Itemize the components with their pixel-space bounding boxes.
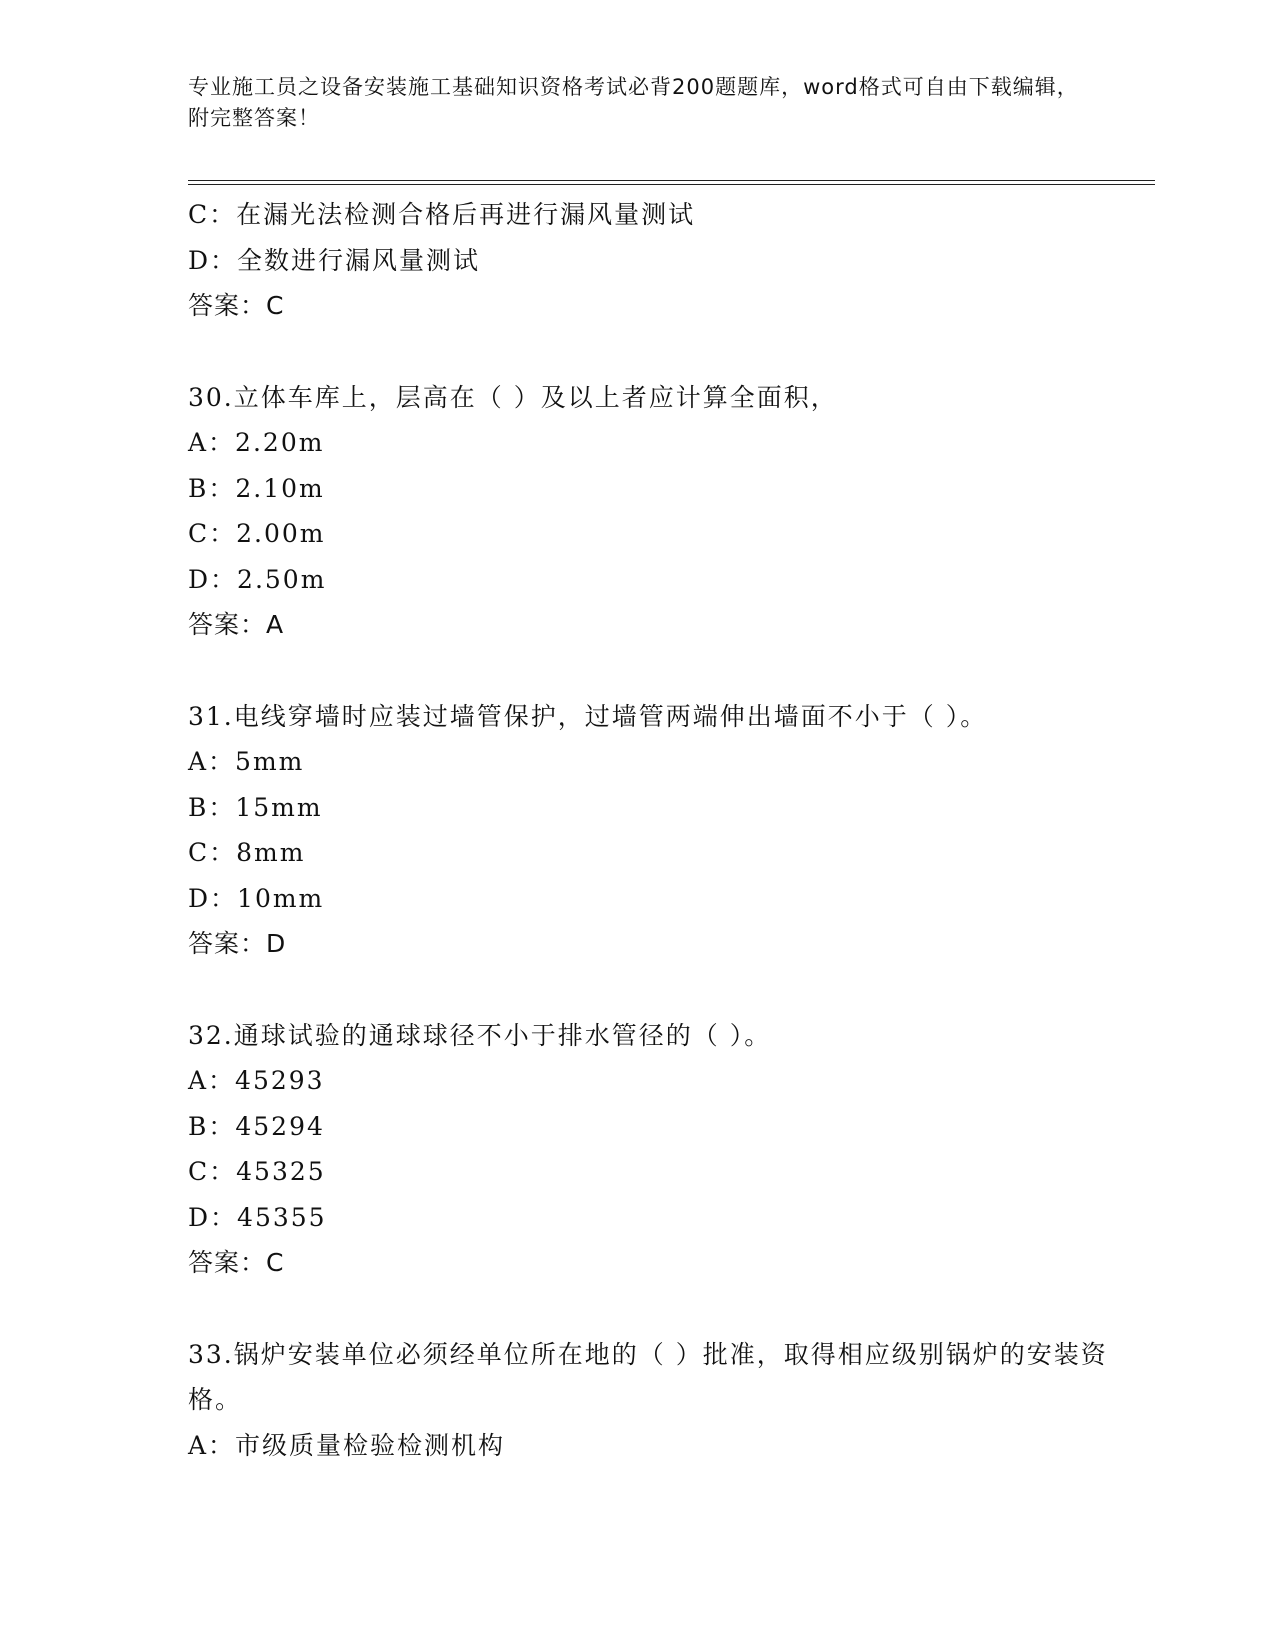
option-d: D：10mm [188, 883, 325, 913]
option-d: D：全数进行漏风量测试 [188, 245, 481, 275]
option-a: A：5mm [188, 747, 305, 776]
answer-line: 答案：C [188, 1248, 285, 1277]
question-title: 33.锅炉安装单位必须经单位所在地的（ ）批准，取得相应级别锅炉的安装资格。 [188, 1339, 1108, 1414]
option-c: C：2.00m [188, 519, 326, 548]
question-content [188, 192, 1118, 1468]
question-fragment [188, 192, 1118, 329]
option-b: B：15mm [188, 792, 323, 822]
option-b: B：2.10m [188, 473, 325, 503]
option-a: A：市级质量检验检测机构 [188, 1430, 506, 1460]
option-c: C：8mm [188, 838, 306, 867]
answer-line: 答案：A [188, 610, 285, 639]
option-d: D：45355 [188, 1202, 327, 1232]
answer-line: 答案：C [188, 291, 285, 320]
question-title: 30.立体车库上，层高在（ ）及以上者应计算全面积， [188, 382, 838, 412]
option-c: C：在漏光法检测合格后再进行漏风量测试 [188, 200, 696, 229]
question-title: 32.通球试验的通球球径不小于排水管径的（ ）。 [188, 1020, 772, 1050]
question-title: 31.电线穿墙时应装过墙管保护，过墙管两端伸出墙面不小于（ ）。 [188, 701, 988, 731]
option-a: A：45293 [188, 1066, 325, 1095]
option-a: A：2.20m [188, 428, 325, 457]
answer-line: 答案：D [188, 929, 287, 958]
question-32 [188, 1013, 1118, 1286]
question-30 [188, 375, 1118, 648]
option-c: C：45325 [188, 1157, 326, 1186]
option-b: B：45294 [188, 1111, 325, 1141]
document-header: 专业施工员之设备安装施工基础知识资格考试必背200题题库，word格式可自由下载编辑，附完整答案！ [188, 75, 1079, 130]
question-33 [188, 1332, 1118, 1469]
question-31 [188, 694, 1118, 967]
header-divider [188, 180, 1155, 185]
option-d: D：2.50m [188, 564, 327, 594]
